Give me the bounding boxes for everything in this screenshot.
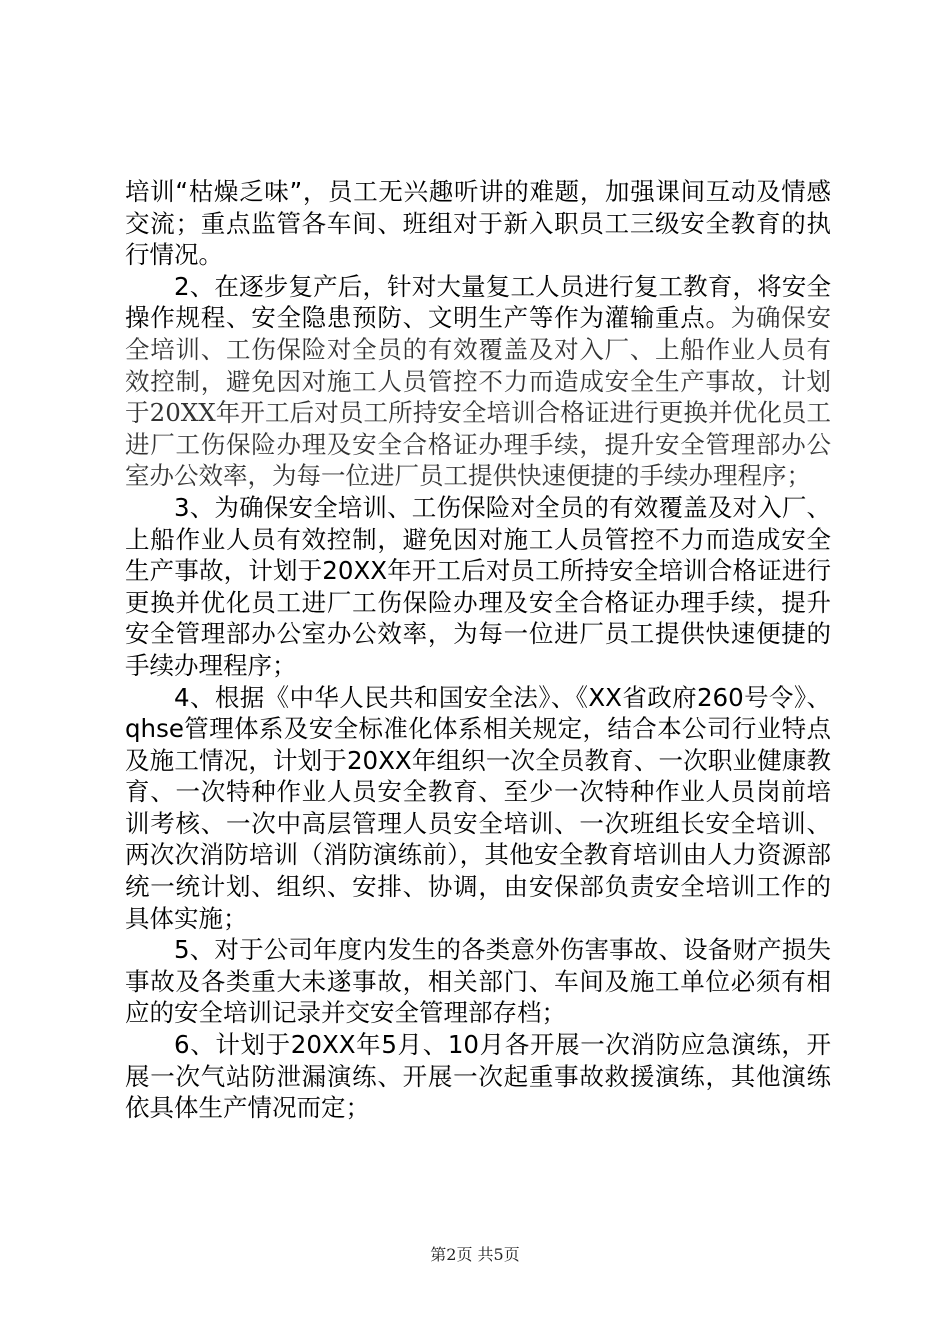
paragraph-4: 4、根据《中华人民共和国安全法》、《XX省政府260号令》、qhse管理体系及安全标准化体系相关规定，结合本公司行业特点及施工情况，计划于20XX年组织一次全员教育、一次职业健康教育、一次特种作业人员安全教育、至少一次特种作业人员岗前培训考核、一次中高层管理人员安全培训、一次班组长安全培训、两次次消防培训（消防演练前），其他安全教育培训由人力资源部统一统计划、组织、安排、协调，由安保部负责安全培训工作的具体实施； xyxy=(125,682,831,933)
paragraph-1: 培训“枯燥乏味”，员工无兴趣听讲的难题，加强课间互动及情感交流；重点监管各车间、班组对于新入职员工三级安全教育的执行情况。 xyxy=(125,177,831,270)
page-number-footer: 第2页 共5页 xyxy=(430,1245,520,1264)
paragraph-6: 6、计划于20XX年5月、10月各开展一次消防应急演练，开展一次气站防泄漏演练、开展一次起重事故救援演练，其他演练依具体生产情况而定； xyxy=(125,1030,831,1123)
document-body xyxy=(125,176,831,1124)
paragraph-2-main: 2、在逐步复产后，针对大量复工人员进行复工教育，将安全操作规程、安全隐患预防、文明生产等作为灌输重点。 xyxy=(125,271,831,333)
paragraph-3: 3、为确保安全培训、工伤保险对全员的有效覆盖及对入厂、上船作业人员有效控制，避免因对施工人员管控不力而造成安全生产事故，计划于20XX年开工后对员工所持安全培训合格证进行更换并优化员工进厂工伤保险办理及安全合格证办理手续，提升安全管理部办公室办公效率，为每一位进厂员工提供快速便捷的手续办理程序； xyxy=(125,492,831,680)
paragraph-2-continuation: 为确保安全培训、工伤保险对全员的有效覆盖及对入厂、上船作业人员有效控制，避免因对施工人员管控不力而造成安全生产事故，计划于20XX年开工后对员工所持安全培训合格证进行更换并优化员工进厂工伤保险办理及安全合格证办理手续，提升安全管理部办公室办公效率，为每一位进厂员工提供快速便捷的手续办理程序； xyxy=(125,303,832,491)
paragraph-2 xyxy=(125,271,831,492)
paragraph-5: 5、对于公司年度内发生的各类意外伤害事故、设备财产损失事故及各类重大未遂事故，相关部门、车间及施工单位必须有相应的安全培训记录并交安全管理部存档； xyxy=(125,935,831,1028)
